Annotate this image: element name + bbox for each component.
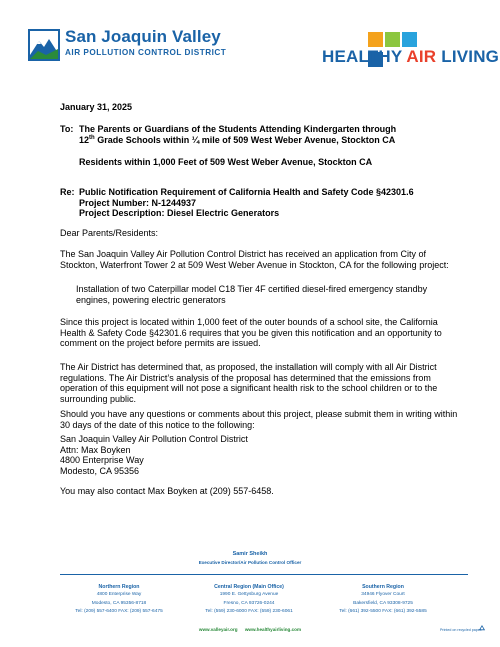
region-city: Bakersfield, CA 93308-9725 <box>353 600 413 606</box>
letter-date: January 31, 2025 <box>60 102 133 112</box>
region-street: 1990 E. Gettysburg Avenue <box>219 592 279 598</box>
to-line-2 <box>79 135 460 146</box>
officer-title: Executive Director/Air Pollution Control Officer <box>198 560 302 565</box>
project-number: Project Number: N-1244937 <box>79 197 197 208</box>
officer-name: Samir Sheikh <box>232 551 268 557</box>
region-city: Modesto, CA 95356-8718 <box>91 600 147 606</box>
address-line: 4800 Enterprise Way <box>60 455 144 465</box>
campaign-icons <box>368 32 434 47</box>
region-street: 34946 Flyover Court <box>361 592 405 598</box>
region-southern <box>313 583 453 617</box>
salutation: Dear Parents/Residents: <box>60 228 159 238</box>
address-line: San Joaquin Valley Air Pollution Control District <box>60 434 248 444</box>
region-name: Central Region (Main Office) <box>214 584 284 590</box>
website-healthyairliving-link[interactable]: www.healthyairliving.com <box>244 627 302 632</box>
paragraph-comments: Should you have any questions or comments about this project, please submit them in writing within 30 days of the date of this notice to the following: <box>60 409 458 430</box>
sun-icon <box>368 32 383 47</box>
region-phone: Tel: (559) 230-6000 FAX: (559) 230-6061 <box>205 609 293 615</box>
address-line: Attn: Max Boyken <box>60 444 131 455</box>
address-line: Modesto, CA 95356 <box>60 465 140 476</box>
footer-websites <box>0 627 500 632</box>
to-grade-suffix: th <box>89 134 95 141</box>
leaf-icon <box>385 32 400 47</box>
mountain-logo-icon <box>28 29 60 61</box>
healthy-air-living-logo <box>322 32 500 72</box>
recycled-paper-note: Printed on recycled paper. <box>440 628 482 632</box>
to-line-1: The Parents or Guardians of the Students Attending Kindergarten through <box>79 124 397 134</box>
district-logo <box>28 27 228 69</box>
recycle-icon <box>478 625 486 633</box>
website-valleyair-link[interactable]: www.valleyair.org <box>198 627 238 632</box>
to-grade-number: 12 <box>79 134 90 145</box>
paragraph-school-site: Since this project is located within 1,000 feet of the outer bounds of a school site, the California Health & Safety Code §42301.6 requires that you be given this notification and an opportunity to comment on the project before permits are issued. <box>60 317 442 348</box>
subject-block <box>60 187 460 219</box>
residents-line: Residents within 1,000 Feet of 509 West Weber Avenue, Stockton CA <box>79 157 373 167</box>
subject-line-1: Public Notification Requirement of California Health and Safety Code §42301.6 <box>79 187 414 197</box>
region-street: 4800 Enterprise Way <box>96 592 142 598</box>
campaign-suffix: LIVING <box>441 47 500 66</box>
to-line-2-text: Grade Schools within ¼ mile of 509 West Weber Avenue, Stockton CA <box>97 134 396 145</box>
water-icon <box>402 32 417 47</box>
region-northern <box>49 583 189 617</box>
region-name: Southern Region <box>362 584 404 590</box>
campaign-name <box>322 47 499 67</box>
recipients-block <box>60 124 460 145</box>
region-name: Northern Region <box>98 584 140 590</box>
re-label: Re: <box>60 187 75 197</box>
footer-divider <box>60 574 468 575</box>
paragraph-application: The San Joaquin Valley Air Pollution Control District has received an application from City of Stockton, Waterfront Tower 2 at 509 West Weber Avenue in Stockton, CA for the following project: <box>60 249 449 270</box>
region-central <box>179 583 319 617</box>
region-phone: Tel: (209) 557-6400 FAX: (209) 557-6475 <box>75 609 163 615</box>
paragraph-determination: The Air District has determined that, as proposed, the installation will comply with all Air District regulations. The Air District’s analysis of the proposal has determined that the emissions from operation of this equipment will not pose a significant health risk to the school children or to the surrounding public. <box>60 362 438 404</box>
contact-line: You may also contact Max Boyken at (209) 557-6458. <box>60 486 274 496</box>
project-description-title: Project Description: Diesel Electric Generators <box>79 208 280 218</box>
region-city: Fresno, CA 93726-0244 <box>223 600 275 606</box>
mailing-address <box>60 434 460 476</box>
campaign-air: AIR <box>406 47 437 66</box>
district-name: San Joaquin Valley <box>65 27 221 46</box>
district-subtitle: AIR POLLUTION CONTROL DISTRICT <box>65 48 227 57</box>
campaign-prefix: HEALTHY <box>322 47 403 66</box>
to-label: To: <box>60 124 74 134</box>
region-phone: Tel: (661) 392-5500 FAX: (661) 392-5585 <box>339 609 427 615</box>
project-description: Installation of two Caterpillar model C18 Tier 4F certified diesel-fired emergency standby engines, powering electric generators <box>76 284 428 305</box>
